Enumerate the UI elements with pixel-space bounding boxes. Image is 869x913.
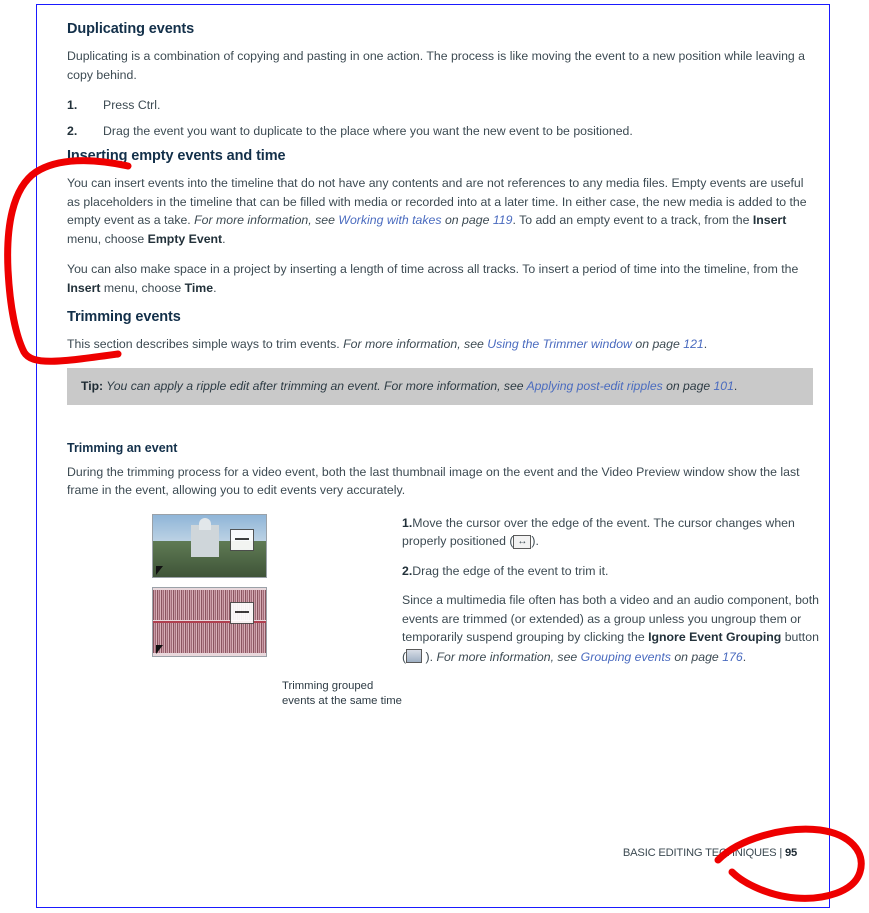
paragraph-trimming-an-event-intro: During the trimming process for a video event, both the last thumbnail image on the event and the Video Preview window show the last frame in the event, allowing you to edit events very accurately. [67,464,800,497]
footer-page-number: 95 [784,847,797,859]
cross-reference-link[interactable]: Working with takes [338,213,442,227]
video-event-thumbnail [152,514,267,578]
tip-text: . [733,378,738,393]
text-fragment-bold: Time [184,280,214,295]
step-text: ). [531,534,539,548]
figure-step-2 [402,562,822,581]
trim-cursor-icon [230,529,254,551]
event-corner-marker-icon [156,566,163,575]
paragraph-grouping [402,591,822,666]
thumbnail-spacer [152,578,267,587]
text-fragment-italic: on page [670,649,723,664]
figure-step-1 [402,514,822,551]
tip-callout [67,368,813,405]
heading-trimming-events: Trimming events [67,309,181,325]
ignore-event-grouping-icon [406,649,422,663]
page-reference-link[interactable]: 176 [722,649,743,664]
footer-label: BASIC EDITING TECHNIQUES [622,847,777,859]
cross-reference-link[interactable]: Using the Trimmer window [487,337,632,351]
tip-text: You can apply a ripple edit after trimming an event. For more information, see [103,378,527,393]
document-page [36,4,830,908]
figure-trimming [67,514,820,759]
figure-thumbnails [152,514,267,657]
text-fragment-italic: For more information, see [436,649,581,664]
audio-waveform-bottom [153,623,266,653]
tip-text: on page [662,378,714,393]
text-fragment: . To add an empty event to a track, from the [512,213,753,227]
text-fragment-bold: Ignore Event Grouping [648,630,782,644]
step-number: 2. [67,124,78,138]
audio-event-thumbnail [152,587,267,657]
text-fragment: . [213,280,217,295]
text-fragment-italic: For more information, see [194,213,339,227]
text-fragment-bold: Empty Event [147,231,223,246]
step-number: 1. [67,98,78,112]
heading-inserting-empty-events: Inserting empty events and time [67,148,286,164]
resize-cursor-icon: ↔ [513,535,531,549]
text-fragment: . [742,649,747,664]
page-footer [623,847,797,859]
figure-side-text [402,514,822,678]
heading-duplicating-events: Duplicating events [67,21,195,37]
paragraph-inserting-2 [67,260,813,297]
step-text: Move the cursor over the edge of the event. The cursor changes when properly positioned ( [402,515,795,548]
text-fragment-italic: on page [441,213,493,227]
tip-label: Tip: [81,378,104,393]
text-fragment: menu, choose [67,231,148,246]
list-item [67,122,813,141]
text-fragment: button ( [402,630,819,664]
text-fragment: ). [422,649,437,664]
step-number: 1. [402,515,413,530]
trim-cursor-icon [230,602,254,624]
text-fragment: You can also make space in a project by inserting a length of time across all tracks. To insert a period of time into the timeline, from the [67,262,799,276]
step-number: 2. [402,563,413,578]
text-fragment-bold: Insert [752,213,787,227]
text-fragment-bold: Insert [67,280,101,295]
page-reference-link[interactable]: 121 [683,337,704,351]
text-fragment: This section describes simple ways to trim events. [67,337,344,351]
cross-reference-link[interactable]: Grouping events [580,649,671,664]
cross-reference-link[interactable]: Applying post-edit ripples [526,378,663,393]
section-trimming-an-event [67,440,820,759]
figure-caption: Trimming grouped events at the same time [282,679,402,707]
paragraph-inserting-1 [67,174,813,248]
footer-separator: | [776,847,785,859]
list-item [67,96,813,115]
paragraph-duplicating-intro: Duplicating is a combination of copying and pasting in one action. The process is like moving the event to a new position while leaving a copy behind. [67,49,806,82]
paragraph-trimming-intro [67,335,813,354]
step-text: Drag the edge of the event to trim it. [412,563,609,578]
page-reference-link[interactable]: 119 [492,213,513,227]
text-fragment: menu, choose [100,280,185,295]
text-fragment-italic: on page [631,337,684,351]
step-text: Press Ctrl. [103,98,161,112]
text-fragment: Since a multimedia file often has both a video and an audio component, both events are trimmed (or extended) as a group unless you ungroup them or temporarily suspend grouping by clicking the [402,593,820,644]
page-reference-link[interactable]: 101 [713,378,734,393]
event-corner-marker-icon [156,645,163,654]
thumbnail-dome [199,518,211,530]
step-text: Drag the event you want to duplicate to the place where you want the new event to be positioned. [103,124,633,138]
steps-duplicating [67,96,813,141]
page-content [67,21,820,897]
heading-trimming-an-event: Trimming an event [67,440,178,455]
text-fragment: You can insert events into the timeline that do not have any contents and are not references to any media files. Empty events are useful as placeholders in the timeline that can be filled with media or recorded into at a later time. In either case, the new media is added to the empty event as a take. [67,176,807,227]
text-fragment: . [222,231,226,246]
text-fragment-italic: For more information, see [343,337,488,351]
text-fragment: . [703,337,708,351]
